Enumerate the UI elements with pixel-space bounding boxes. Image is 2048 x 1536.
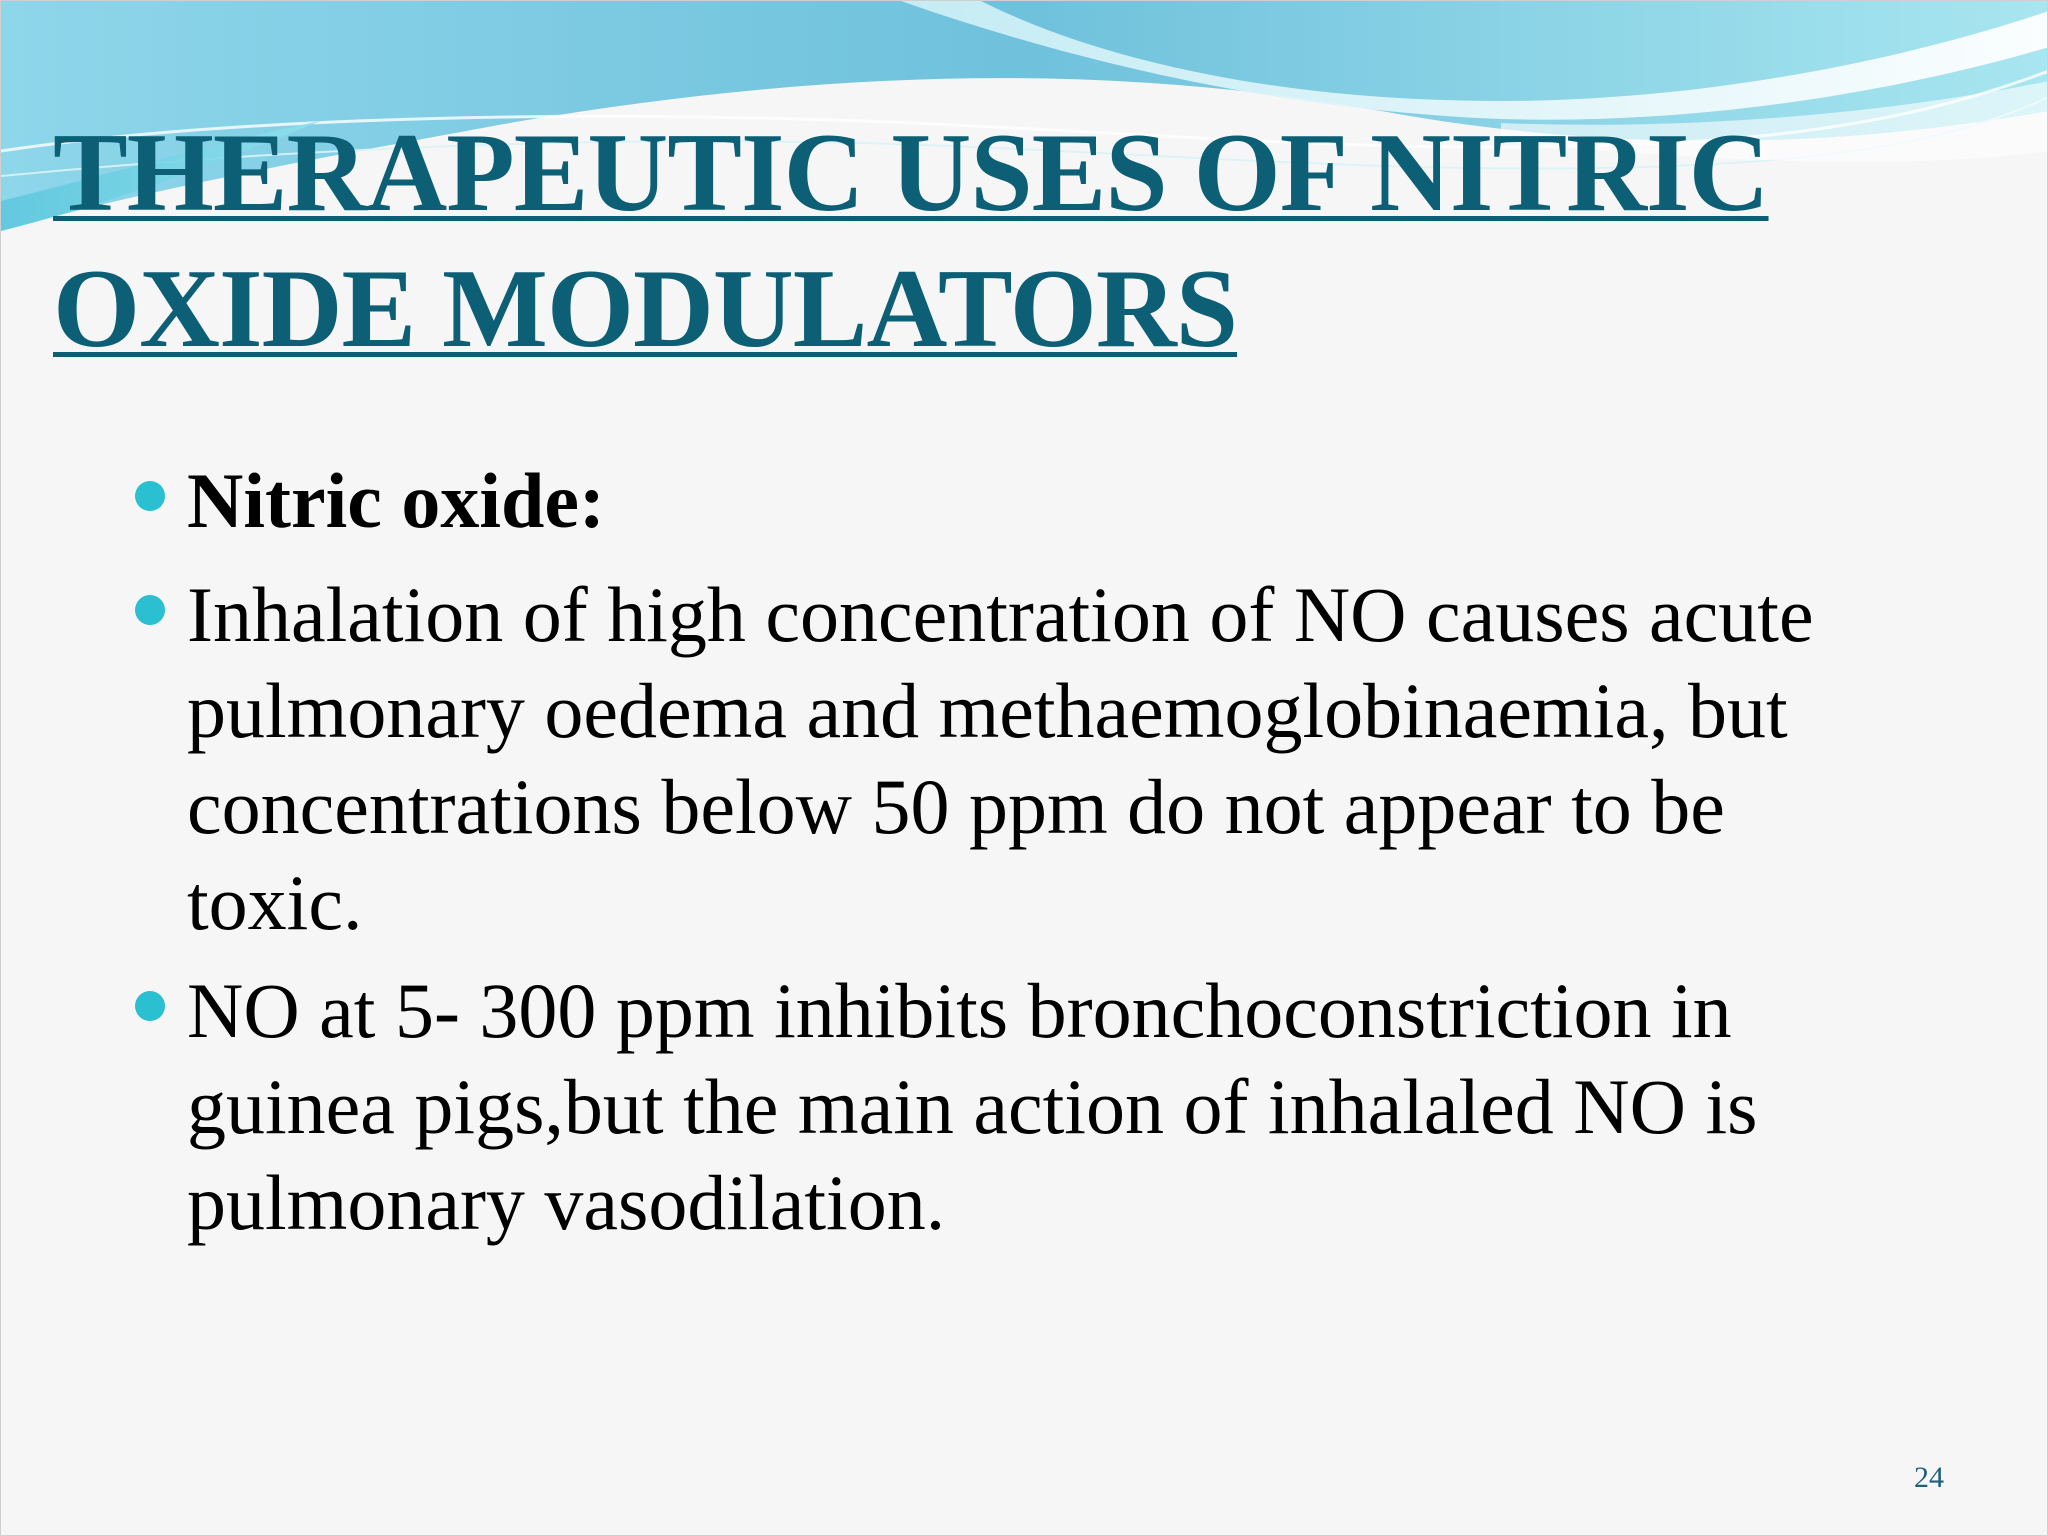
bullet-item-inhalation <box>127 567 1927 951</box>
title-line-2: OXIDE MODULATORS <box>53 247 1238 371</box>
title-line-1: THERAPEUTIC USES OF NITRIC <box>53 111 1769 235</box>
bullet-list <box>127 453 1927 1251</box>
bullet-line: pulmonary oedema and methaemoglobinaemia, but <box>187 667 1788 754</box>
bullet-item-nitric-oxide <box>127 453 1927 549</box>
slide-title <box>53 105 1953 377</box>
bullet-line: Inhalation of high concentration of NO causes acute <box>187 571 1814 658</box>
bullet-dot-icon <box>135 595 165 625</box>
bullet-line: guinea pigs,but the main action of inhalaled NO is <box>187 1063 1758 1150</box>
bullet-line: concentrations below 50 ppm do not appear to be <box>187 763 1725 850</box>
bullet-item-bronchoconstriction <box>127 963 1927 1251</box>
bullet-line: toxic. <box>187 859 363 946</box>
bullet-line: pulmonary vasodilation. <box>187 1159 946 1246</box>
bullet-dot-icon <box>135 481 165 511</box>
bullet-line: Nitric oxide: <box>187 457 606 544</box>
bullet-dot-icon <box>135 991 165 1021</box>
bullet-line: NO at 5- 300 ppm inhibits bronchoconstriction in <box>187 967 1732 1054</box>
slide-number: 24 <box>1914 1461 1944 1494</box>
